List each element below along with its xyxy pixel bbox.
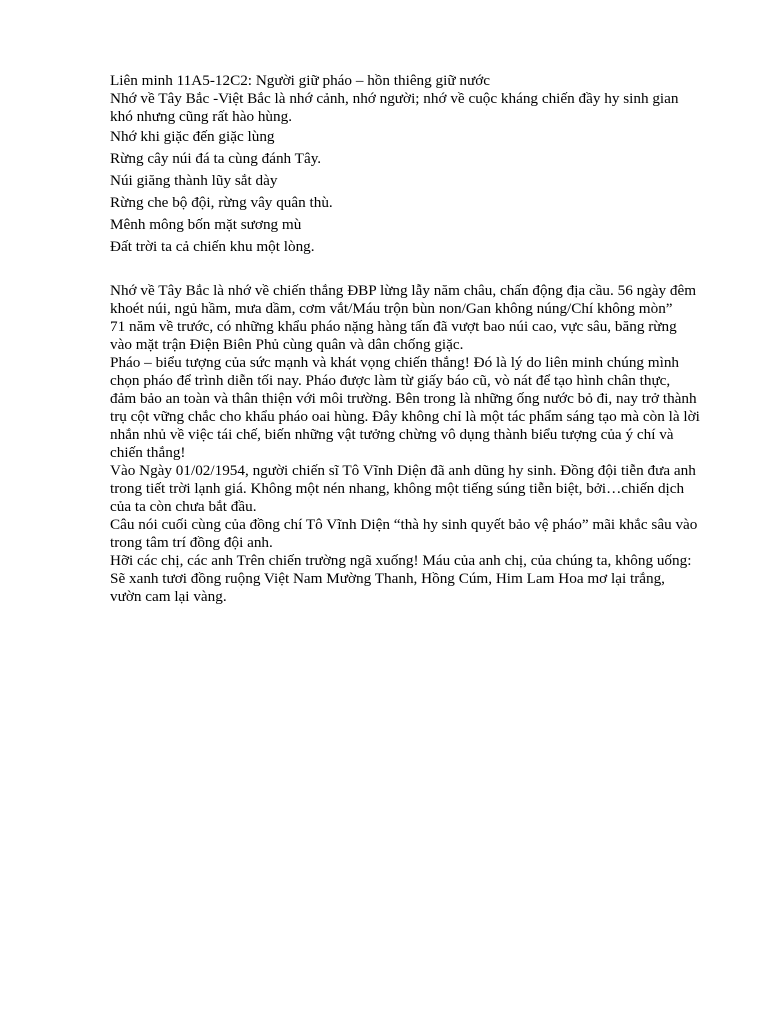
- address-paragraph: Hỡi các chị, các anh Trên chiến trường ngã xuống! Máu của anh chị, của chúng ta, không uống:: [110, 552, 692, 569]
- last-words-paragraph: Câu nói cuối cùng của đồng chí Tô Vĩnh Diện “thà hy sinh quyết bảo vệ pháo” mãi khắc sâu vào trong tâm trí đồng đội anh.: [110, 516, 698, 551]
- dbp-paragraph: Nhớ về Tây Bắc là nhớ về chiến thắng ĐBP lừng lẫy năm châu, chấn động địa cầu. 56 ngày đêm khoét núi, ngủ hầm, mưa dầm, cơm vắt/Máu trộn bùn non/Gan không núng/Chí không mòn”: [110, 282, 697, 317]
- verse-line: Núi giăng thành lũy sắt dày: [110, 172, 278, 189]
- sacrifice-paragraph: Vào Ngày 01/02/1954, người chiến sĩ Tô Vĩnh Diện đã anh dũng hy sinh. Đồng đội tiễn đưa anh trong tiết trời lạnh giá. Không một nén nhang, không một tiếng súng tiễn biệt, bởi…chiến dịch của ta còn chưa bắt đầu.: [110, 462, 696, 515]
- verse-line: Rừng cây núi đá ta cùng đánh Tây.: [110, 150, 322, 167]
- cannon-paragraph: Pháo – biểu tượng của sức mạnh và khát vọng chiến thắng! Đó là lý do liên minh chúng mình chọn pháo để trình diễn tối nay. Pháo được làm từ giấy báo cũ, vò nát để tạo hình chân thực, đảm bảo an toàn và thân thiện với môi trường. Bên trong là những ống nước bỏ đi, nay trở thành trụ cột vững chắc cho khẩu pháo oai hùng. Đây không chỉ là một tác phẩm sáng tạo mà còn là lời nhắn nhủ về việc tái chế, biến những vật tưởng chừng vô dụng thành biểu tượng của ý chí và chiến thắng!: [110, 354, 700, 461]
- intro-paragraph: Nhớ về Tây Bắc -Việt Bắc là nhớ cảnh, nhớ người; nhớ về cuộc kháng chiến đầy hy sinh gian khó nhưng cũng rất hào hùng.: [110, 90, 679, 125]
- verse-line: Nhớ khi giặc đến giặc lùng: [110, 128, 275, 145]
- verse-line: Đất trời ta cả chiến khu một lòng.: [110, 238, 315, 255]
- verse-line: Mênh mông bốn mặt sương mù: [110, 216, 302, 233]
- verse-line: Rừng che bộ đội, rừng vây quân thù.: [110, 194, 333, 211]
- document-page: [110, 72, 700, 606]
- closing-paragraph: Sẽ xanh tươi đồng ruộng Việt Nam Mường Thanh, Hồng Cúm, Him Lam Hoa mơ lại trắng, vườn cam lại vàng.: [110, 570, 665, 605]
- seventy-one-years-paragraph: 71 năm về trước, có những khẩu pháo nặng hàng tấn đã vượt bao núi cao, vực sâu, băng rừng vào mặt trận Điện Biên Phủ cùng quân và dân chống giặc.: [110, 318, 677, 353]
- document-title: Liên minh 11A5-12C2: Người giữ pháo – hồn thiêng giữ nước: [110, 72, 490, 89]
- poem-verse: [110, 126, 700, 258]
